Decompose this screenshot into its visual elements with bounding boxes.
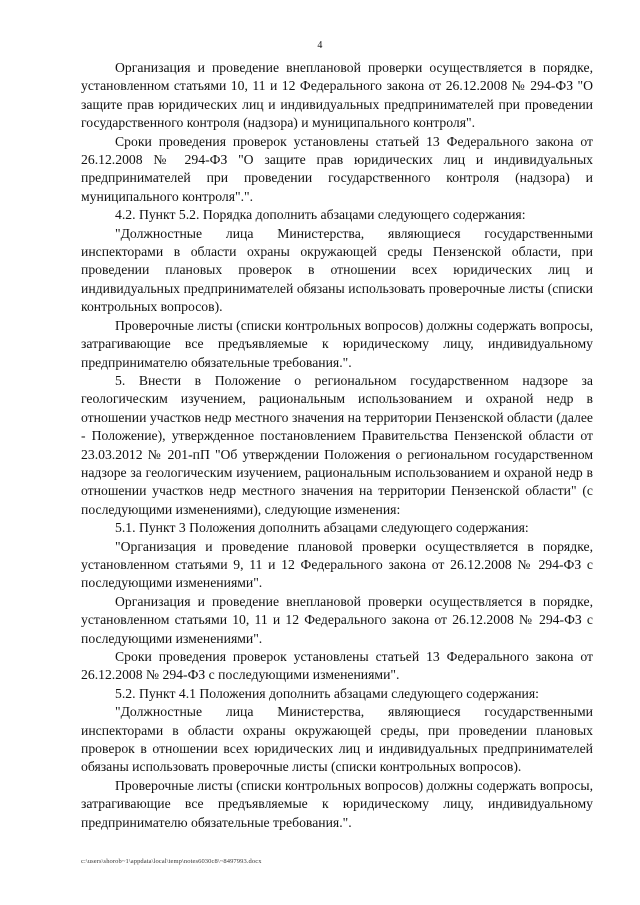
paragraph: Организация и проведение внеплановой проверки осуществляется в порядке, установленном статьями 10, 11 и 12 Федерального закона от 26.12.2008 № 294-ФЗ "О защите прав юридических лиц и индивидуальных предпринимателей при проведении государственного контроля (надзора) и муниципального контроля". <box>81 60 593 131</box>
paragraph: Проверочные листы (списки контрольных вопросов) должны содержать вопросы, затрагивающие все предъявляемые к юридическому лицу, индивидуальному предпринимателю обязательные требования.". <box>81 777 593 830</box>
page-number: 4 <box>317 40 323 51</box>
paragraph: "Должностные лица Министерства, являющиеся государственными инспекторами в области охраны окружающей среды, при проведении плановых проверок в отношении всех юридических лиц и индивидуальных предпринимателей обязаны использовать проверочные листы (списки контрольных вопросов). <box>81 704 593 775</box>
paragraph: Сроки проведения проверок установлены статьей 13 Федерального закона от 26.12.2008 № 294-ФЗ с последующими изменениями". <box>81 649 593 683</box>
paragraph: Организация и проведение внеплановой проверки осуществляется в порядке, установленном статьями 10, 11 и 12 Федерального закона от 26.12.2008 № 294-ФЗ с последующими изменениями". <box>81 593 593 646</box>
paragraph: "Должностные лица Министерства, являющиеся государственными инспекторами в области охраны окружающей среды Пензенской области, при проведении плановых проверок в отношении всех юридических лиц и индивидуальных предпринимателей обязаны использовать проверочные листы (списки контрольных вопросов). <box>81 225 593 315</box>
paragraph: Сроки проведения проверок установлены статьей 13 Федерального закона от 26.12.2008 № 294-ФЗ "О защите прав юридических лиц и индивидуальных предпринимателей при проведении государственного контроля (надзора) и муниципального контроля".". <box>81 133 593 204</box>
paragraph: 5.2. Пункт 4.1 Положения дополнить абзацами следующего содержания: <box>115 685 539 701</box>
paragraph: Проверочные листы (списки контрольных вопросов) должны содержать вопросы, затрагивающие все предъявляемые к юридическому лицу, индивидуальному предпринимателю обязательные требования.". <box>81 317 593 370</box>
file-path-footer: c:\users\shorob~1\appdata\local\temp\notes6030c8\~8497993.docx <box>81 858 262 865</box>
paragraph: 4.2. Пункт 5.2. Порядка дополнить абзацами следующего содержания: <box>115 207 526 223</box>
paragraph: "Организация и проведение плановой проверки осуществляется в порядке, установленном статьями 9, 11 и 12 Федерального закона от 26.12.2008 № 294-ФЗ с последующими изменениями". <box>81 538 593 591</box>
document-body <box>81 59 593 832</box>
paragraph: 5.1. Пункт 3 Положения дополнить абзацами следующего содержания: <box>115 520 529 536</box>
paragraph: 5. Внести в Положение о региональном государственном надзоре за геологическим изучением, рациональным использованием и охраной недр в отношении участков недр местного значения на территории Пензенской области (далее - Положение), утвержденное постановлением Правительства Пензенской области от 23.03.2012 № 201-пП "Об утверждении Положения о региональном государственном надзоре за геологическим изучением, рациональным использованием и охраной недр в отношении участков недр местного значения на территории Пензенской области" (с последующими изменениями), следующие изменения: <box>81 372 593 517</box>
